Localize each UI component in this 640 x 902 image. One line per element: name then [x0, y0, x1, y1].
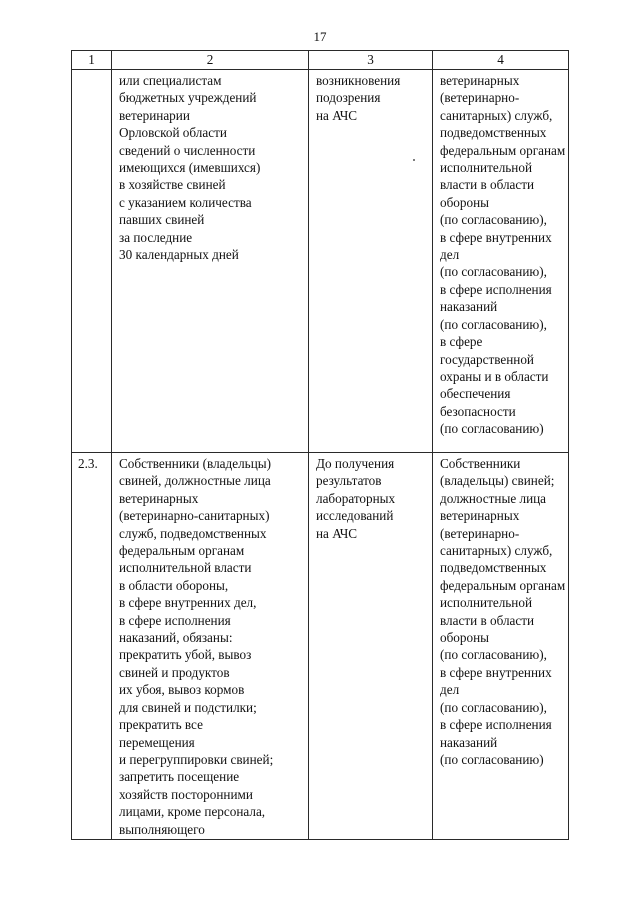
measure-cell — [112, 453, 309, 840]
responsible-cell — [433, 70, 569, 453]
column-header-3: 3 — [309, 51, 433, 70]
measure-cell — [112, 70, 309, 453]
measures-table — [71, 50, 569, 840]
deadline-cell — [309, 453, 433, 840]
row-number-cell — [72, 453, 112, 840]
row-number: 2.3. — [78, 456, 98, 471]
deadline-text: возникновения подозрения на АЧС — [316, 73, 401, 123]
measure-text: Собственники (владельцы) свиней, должностные лица ветеринарных (ветеринарно-санитарных) служб, подведомственных федеральным органам исполнительной власти в области обороны, в сфере внутренних дел, в сфере исполнения наказаний, обязаны: прекратить убой, вывоз свиней и продуктов их убоя, вывоз кормов для свиней и подстилки; прекратить все перемещения и перегруппировки свиней; запретить посещение хозяйств посторонними лицами, кроме персонала, выполняющего — [119, 456, 274, 837]
responsible-text: ветеринарных (ветеринарно- санитарных) служб, подведомственных федеральным органам исполнительной власти в области обороны (по согласованию), в сфере внутренних дел (по согласованию), в сфере исполнения наказаний (по согласованию), в сфере государственной охраны и в области обеспечения безопасности (по согласованию) — [440, 73, 566, 437]
table-row — [72, 453, 569, 840]
column-header-4: 4 — [433, 51, 569, 70]
column-header-1: 1 — [72, 51, 112, 70]
measure-text: или специалистам бюджетных учреждений ветеринарии Орловской области сведений о численности имеющихся (имевшихся) в хозяйстве свиней с указанием количества павших свиней за последние 30 календарных дней — [119, 73, 261, 263]
table-row — [72, 70, 569, 453]
table-header-row — [72, 51, 569, 70]
page-number: 17 — [313, 29, 327, 44]
row-number-cell — [72, 70, 112, 453]
deadline-cell — [309, 70, 433, 453]
responsible-cell — [433, 453, 569, 840]
row-number — [72, 70, 111, 72]
scan-speck — [413, 159, 415, 161]
deadline-text: До получения результатов лабораторных исследований на АЧС — [316, 456, 396, 541]
responsible-text: Собственники (владельцы) свиней; должностные лица ветеринарных (ветеринарно- санитарных) служб, подведомственных федеральным органам исполнительной власти в области обороны (по согласованию), в сфере внутренних дел (по согласованию), в сфере исполнения наказаний (по согласованию) — [440, 456, 566, 767]
column-header-2: 2 — [112, 51, 309, 70]
